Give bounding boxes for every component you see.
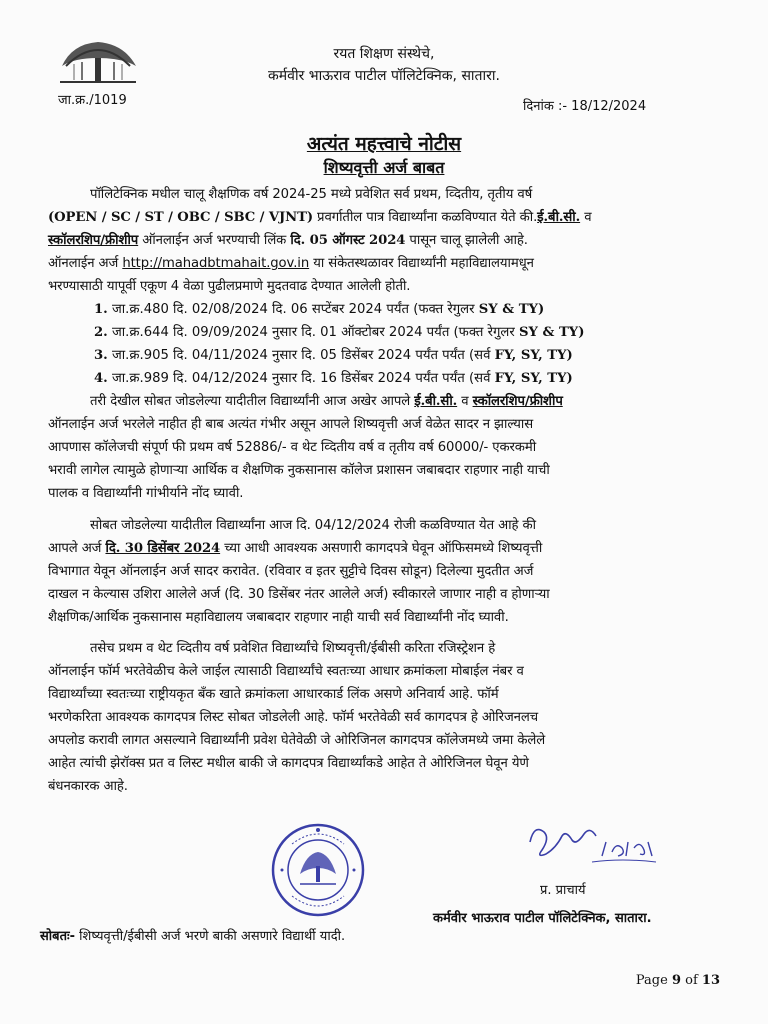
list-item [94,322,584,340]
enclosure-text: शिष्यवृत्ती/ईबीसी अर्ज भरणे बाकी असणारे विद्यार्थी यादी. [75,929,346,944]
para3-line5: शैक्षणिक/आर्थिक नुकसानास महाविद्यालय जबाबदार राहणार नाही याची सर्व विद्यार्थ्यांनी नोंद घ्यावी. [48,610,509,625]
para1-line3-text: ऑनलाईन अर्ज भरण्याची लिंक [138,233,291,248]
page-number [636,973,720,988]
para1-line2-end: व [580,210,592,225]
list-years: FY, SY, TY) [494,348,573,363]
page-current: 9 [671,973,681,988]
list-number: 4. [94,371,108,386]
para2-line4: भरावी लागेल त्यामुळे होणाऱ्या आर्थिक व शैक्षणिक नुकसानास कॉलेज प्रशासन जबाबदार राहणार नाही याची [48,463,550,478]
para1-line4-end: या संकेतस्थळावर विद्यार्थ्यांनी महाविद्यालयामधून [309,256,534,271]
para3-line2-start: आपले अर्ज [48,541,106,556]
list-years: SY & TY) [518,325,585,340]
para4-line6: आहेत त्यांची झेरॉक्स प्रत व लिस्ट मधील बाकी जे कागदपत्र विद्यार्थ्यांकडे आहेत ते ओरिजिनल घेवून येणे [48,756,529,771]
mahadbt-link[interactable]: http://mahadbtmahait.gov.in [122,256,310,271]
enclosure-label: सोबतः- [40,929,76,944]
institution-line-1: रयत शिक्षण संस्थेचे, [333,46,435,62]
ebc-label: ई.बी.सी. [537,210,581,225]
para4-line4: भरणेकरिता आवश्यक कागदपत्र लिस्ट सोबत जोडलेली आहे. फॉर्म भरतेवेळी सर्व कागदपत्र हे ओरिजनलच [48,710,538,725]
para2-line1-and: व [457,394,473,409]
list-text: जा.क्र.989 दि. 04/12/2024 नुसार दि. 16 डिसेंबर 2024 पर्यंत पर्यंत (सर्व [111,371,495,386]
scholarship-label: स्कॉलरशिप/फ्रीशीप [48,233,139,248]
start-date: दि. 05 ऑगस्ट 2024 [290,233,406,248]
para4-line2: ऑनलाईन फॉर्म भरतेवेळीच केले जाईल त्यासाठी विद्यार्थ्यांचे स्वतःच्या आधार क्रमांकला मोबाईल नंबर व [48,664,524,679]
para1-line2-text: प्रवर्गातील पात्र विद्यार्थ्यांना कळविण्यात येते की. [312,210,538,225]
para1-line2 [48,207,732,225]
college-seal-icon [270,822,366,918]
page-total: 13 [701,973,720,988]
para4-line5: अपलोड करावी लागत असल्याने विद्यार्थ्यांनी प्रवेश घेतेवेळी जे ओरिजिनल कागदपत्र कॉलेजमध्ये जमा केलेले [48,733,546,748]
para1-line1: पॉलिटेक्निक मधील चालू शैक्षणिक वर्ष 2024-25 मध्ये प्रवेशित सर्व प्रथम, व्दितीय, तृतीय वर्ष [90,187,533,202]
principal-signature-icon [522,812,662,872]
list-years: FY, SY, TY) [494,371,573,386]
notice-subtitle: शिष्यवृत्ती अर्ज बाबत [323,158,445,177]
page-of: of [681,973,702,988]
para2-line2: ऑनलाईन अर्ज भरलेले नाहीत ही बाब अत्यंत गंभीर असून आपले शिष्यवृत्ती अर्ज वेळेत सादर न झाल्यास [48,417,534,432]
enclosure-line [40,926,345,944]
scholarship-label-2: स्कॉलरशिप/फ्रीशीप [472,394,563,409]
para2-line5: पालक व विद्यार्थ्यांनी गांभीर्याने नोंद घ्यावी. [48,486,244,501]
para3-line3: विभागात येवून ऑनलाईन अर्ज सादर करावेत. (रविवार व इतर सुट्टीचे दिवस सोडून) दिलेल्या मुदतीत अर्ज [48,564,534,579]
college-signature-line: कर्मवीर भाऊराव पाटील पॉलिटेक्निक, सातारा. [433,911,652,926]
page-prefix: Page [635,973,672,988]
para1-line4 [48,253,732,271]
para3-line2-end: च्या आधी आवश्यक असणारी कागदपत्रे घेवून ऑफिसमध्ये शिष्यवृत्ती [220,541,543,556]
para3-line4: दाखल न केल्यास उशिरा आलेले अर्ज (दि. 30 डिसेंबर नंतर आलेले अर्ज) स्वीकारले जाणार नाही व होणाऱ्या [48,587,550,602]
para2-line1-text: तरी देखील सोबत जोडलेल्या यादीतील विद्यार्थ्यांनी आज अखेर आपले [90,394,415,409]
category-list: (OPEN / SC / ST / OBC / SBC / VJNT) [48,210,313,225]
list-item [94,299,544,317]
notice-title: अत्यंत महत्त्वाचे नोटीस [306,133,462,155]
list-number: 3. [94,348,108,363]
para2-line1 [90,391,732,409]
list-years: SY & TY) [478,302,545,317]
para3-line2 [48,538,732,556]
notice-date: दिनांक :- 18/12/2024 [523,99,647,114]
ebc-label-2: ई.बी.सी. [414,394,458,409]
para3-line1: सोबत जोडलेल्या यादीतील विद्यार्थ्यांना आज दि. 04/12/2024 रोजी कळविण्यात येत आहे की [90,518,536,533]
para2-line3: आपणास कॉलेजची संपूर्ण फी प्रथम वर्ष 52886/- व थेट व्दितीय वर्ष व तृतीय वर्ष 60000/- एकरकमी [48,440,537,455]
principal-title: प्र. प्राचार्य [540,883,586,898]
deadline-date: दि. 30 डिसेंबर 2024 [105,541,221,556]
list-number: 1. [94,302,108,317]
list-item [94,345,573,363]
para1-line5: भरण्यासाठी यापूर्वी एकूण 4 वेळा पुढीलप्रमाणे मुदतवाढ देण्यात आलेली होती. [48,279,411,294]
para4-line1: तसेच प्रथम व थेट व्दितीय वर्ष प्रवेशित विद्यार्थ्यांचे शिष्यवृत्ती/ईबीसी करिता रजिस्ट्रेशन हे [90,641,496,656]
list-text: जा.क्र.905 दि. 04/11/2024 नुसार दि. 05 डिसेंबर 2024 पर्यंत पर्यंत (सर्व [111,348,495,363]
list-number: 2. [94,325,108,340]
para1-line3 [48,230,732,248]
para1-line4-start: ऑनलाईन अर्ज [48,256,123,271]
list-text: जा.क्र.480 दि. 02/08/2024 दि. 06 सप्टेंबर 2024 पर्यंत (फक्त रेगुलर [111,302,479,317]
list-text: जा.क्र.644 दि. 09/09/2024 नुसार दि. 01 ऑक्टोबर 2024 पर्यंत (फक्त रेगुलर [111,325,519,340]
para4-line7: बंधनकारक आहे. [48,779,128,794]
para4-line3: विद्यार्थ्यांच्या स्वतःच्या राष्ट्रीयकृत बँक खाते क्रमांकला आधारकार्ड लिंक असणे अनिवार्य आहे. फॉर्म [48,687,499,702]
list-item [94,368,573,386]
para1-line3-end: पासून चालू झालेली आहे. [405,233,528,248]
reference-number: जा.क्र./1019 [58,93,127,108]
institution-line-2: कर्मवीर भाऊराव पाटील पॉलिटेक्निक, सातारा. [268,68,500,84]
